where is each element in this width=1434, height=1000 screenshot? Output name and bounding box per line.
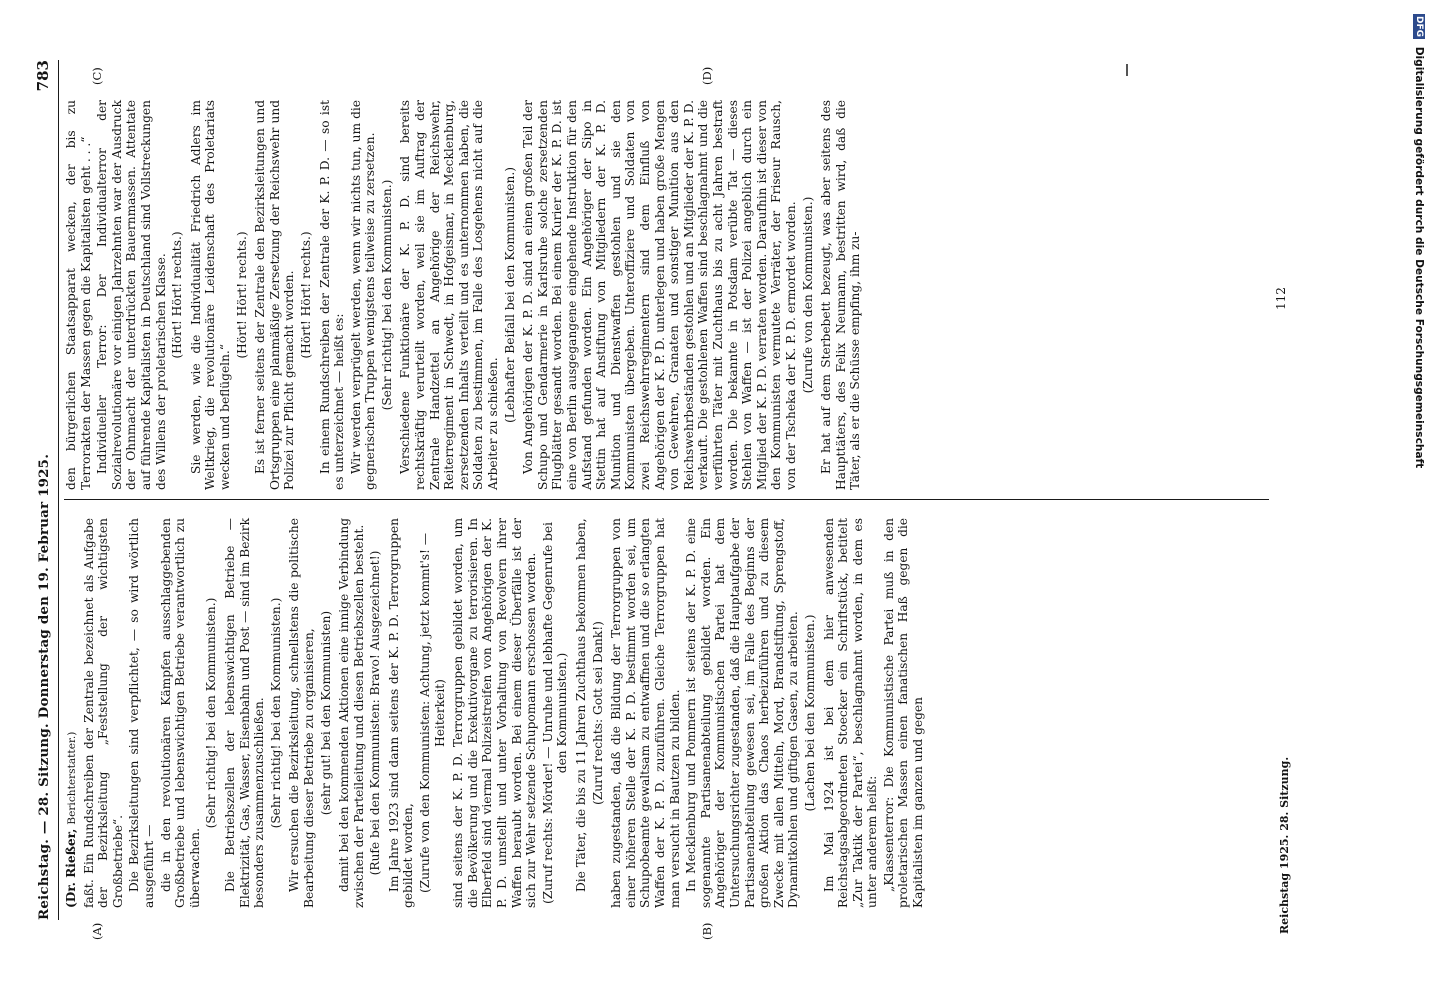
paragraph: sind seitens der K. P. D. Terrorgruppen gebildet worden, um die Bevölkerung und die Exekutivorgane zu terrorisieren. In Elberfeld sind viermal Polizeistreifen von Angehörigen der K. P. D. umstellt und unter Vorhaltung von Revolvern ihrer Waffen beraubt worden. Bei einem dieser Überfälle ist der sich zur Wehr setzende Schupomann erschossen worden. [451,518,539,908]
page-header [28,60,58,920]
paragraph: Die Bezirksleitungen sind verpflichtet, — so wird wörtlich ausgeführt — [127,518,156,908]
paragraph: In einem Rundschreiben der Zentrale der K. P. D. — so ist es unterzeichnet — heißt es: [317,100,347,490]
interjection: (Rufe bei den Kommunisten: Bravo! Ausgezeichnet!) [368,550,383,876]
interjection: (Hört! Hört! rechts.) [234,231,249,359]
paragraph: damit bei den kommenden Aktionen eine innige Verbindung zwischen der Parteileitung und diesen Betriebszellen besteht. [337,518,366,908]
text-column-left [64,518,928,908]
paragraph: „Klassenterror: Die Kommunistische Partei muß in den proletarischen Massen einen fanatischen Haß gegen die Kapitalisten im ganzen und gegen [881,518,926,908]
interjection: (Sehr richtig! bei den Kommunisten.) [268,597,283,829]
speaker-role: Berichterstatter.) [66,731,78,825]
credit-text: Digitalisierung gefördert durch die Deutsche Forschungsgemeinschaft [1413,46,1425,469]
interjection: (Zurufe von den Kommunisten: Achtung, jetzt kommt's! — Heiterkeit) [418,532,447,894]
paragraph: Im Mai 1924 ist bei dem hier anwesenden Reichstagsabgeordneten Stoecker ein Schriftstück, betitelt „Zur Taktik der Partei“, beschlagnahmt worden, in dem es unter anderem heißt: [821,518,880,908]
paragraph: Verschiedene Funktionäre der K. P. D. sind bereits rechtskräftig verurteilt worden, weil sie im Auftrag der Zentrale Handzettel an Angehörige der Reichswehr, Reiterregiment in Schwedt, in Hofgeismar, in Mecklenburg, zersetzenden Inhalts verteilt und es unternommen haben, die Soldaten zu bestimmen, im Falle des Losgehens nicht auf die Arbeiter zu schießen. [398,100,501,490]
interjection: (Zuruf rechts: Gott sei Dank!) [590,621,605,805]
paragraph: Im Jahre 1923 sind dann seitens der K. P. D. Terrorgruppen gebildet worden, [386,518,416,908]
margin-letter-d: (D) [700,66,714,85]
page-number: 783 [34,60,52,92]
paragraph: haben zugestanden, daß die Bildung der Terrorgruppen von einer höheren Stelle der K. P. D. bestimmt worden sei, um Schupobeamte gewaltsam zu entwaffnen und die so erlangten Waffen der K. P. D. zuzuführen. Gleiche Terrorgruppen hat man versucht in Bautzen zu bilden. [609,518,682,908]
paragraph: faßt. Ein Rundschreiben der Zentrale bezeichnet als Aufgabe der Bezirksleitung „Feststellung der wichtigsten Großbetriebe“. [81,518,125,908]
digitisation-credit [1405,0,1434,1000]
interjection: (Lebhafter Beifall bei den Kommunisten.) [502,167,517,424]
paragraph: Individueller Terror: Der Individualterror der Sozialrevolutionäre vor einigen Jahrzehnten war der Ausdruck der Ohnmacht der unterdrückten Bauernmassen. Attentate auf führende Kapitalisten in Deutschland sind Vollstreckungen des Willens der proletarischen Klasse. [95,100,168,490]
text-column-right [64,100,865,490]
header-rule [58,60,59,920]
footer-left: Reichstag 1925. 28. Sitzung. [1278,756,1291,934]
speaker-name: (Dr. Rießer, [64,828,78,908]
interjection: (Hört! Hört! rechts.) [170,231,185,359]
paragraph: Die Täter, die bis zu 11 Jahren Zuchthaus bekommen haben, [574,518,588,892]
interjection: (sehr gut! bei den Kommunisten) [318,610,333,816]
paragraph: In Mecklenburg und Pommern ist seitens der K. P. D. eine sogenannte Partisanenabteilung gebildet worden. Ein Angehöriger der Kommunistischen Partei hat dem Untersuchungsrichter zugestanden, daß die Hauptaufgabe der Partisanenabteilung gewesen sei, im Falle des Beginns der großen Aktion das Chaos herbeizuführen und zu diesem Zwecke mit allen Mitteln, Mord, Brandstiftung, Sprengstoff, Dynamitkohlen und giftigen Gasen, zu arbeiten. [684,518,801,908]
margin-letter-c: (C) [90,67,104,85]
paragraph: Die Betriebszellen der lebenswichtigen Betriebe — Elektrizität, Gas, Wasser, Eisenbahn und Post — sind im Bezirk besonders zusammenzuschließen. [222,518,267,908]
paragraph: die in den revolutionären Kämpfen ausschlaggebenden Großbetriebe und lebenswichtigen Betriebe verantwortlich zu überwachen. [158,518,202,908]
interjection: (Sehr richtig! bei den Kommunisten.) [379,179,394,411]
signature-mark: 112 [1274,287,1288,310]
interjection: (Zuruf rechts: Mörder! — Unruhe und lebhafte Gegenrufe bei den Kommunisten.) [540,522,570,904]
paragraph: Wir ersuchen die Bezirksleitung, schnellstens die politische Bearbeitung dieser Betriebe zu organisieren, [287,518,316,908]
paragraph: Wir werden verprügelt werden, wenn wir nichts tun, um die gegnerischen Truppen wenigstens teilweise zu zersetzen. [348,100,378,490]
paragraph: Er hat auf dem Sterbebett bezeugt, was aber seitens des Haupttäters, des Felix Neumann, bestritten wird, daß die Täter, als er die Schüsse empfing, ihm zu- [819,100,863,490]
paragraph: Es ist ferner seitens der Zentrale den Bezirksleitungen und Ortsgruppen eine planmäßige Zersetzung der Reichswehr und Polizei zur Pflicht gemacht worden. [253,100,297,490]
paragraph: Von Angehörigen der K. P. D. sind an einen großen Teil der Schupo und Gendarmerie in Karlsruhe solche zersetzenden Flugblätter gesandt worden. Bei einem Kurier der K. P. D. ist eine von Berlin ausgegangene eingehende Instruktion für den Aufstand gefunden worden. Ein Angehöriger der Sipo in Stettin hat auf Anstiftung von Mitgliedern der K. P. D. Munition und Dienstwaffen gestohlen und sie den Kommunisten übergeben. Unteroffiziere und Soldaten von zwei Reichswehrregimentern sind dem Einfluß von Angehörigen der K. P. D. unterlegen und haben große Mengen von Gewehren, Granaten und sonstiger Munition aus den Reichswehrbeständen gestohlen und an Mitglieder der K. P. D. verkauft. Die gestohlenen Waffen sind beschlagnahmt und die verführten Täter mit Zuchthaus bis zu acht Jahren bestraft worden. Die bekannte in Potsdam verübte Tat — dieses Stehlen von Waffen — ist der Polizei angeblich durch ein Mitglied der K. P. D. verraten worden. Daraufhin ist dieser von den Kommunisten vermutete Verräter, der Friseur Rausch, von der Tscheka der K. P. D. ermordet worden. [521,100,798,490]
running-head: Reichstag. — 28. Sitzung. Donnerstag den 19. Februar 1925. [36,453,52,920]
interjection: (Lachen bei den Kommunisten.) [802,614,817,812]
dfg-logo: DFG [1414,16,1424,38]
interjection: (Zurufe von den Kommunisten.) [800,196,815,394]
scan-mark [1126,64,1128,76]
interjection: (Sehr richtig! bei den Kommunisten.) [204,597,219,829]
paragraph: den bürgerlichen Staatsapparat wecken, der bis zu Terrorakten der Massen gegen die Kapitalisten geht . . .“ [64,100,93,490]
interjection: (Hört! Hört! rechts.) [298,231,313,359]
column-divider [64,499,1269,500]
margin-letter-b: (B) [700,922,714,940]
paragraph: Sie werden, wie die Individualität Friedrich Adlers im Weltkrieg, die revolutionäre Leidenschaft des Proletariats wecken und beflügeln.“ [188,100,232,490]
credit-text-block [1413,14,1425,468]
speaker-note [64,518,80,908]
margin-letter-a: (A) [90,922,104,940]
